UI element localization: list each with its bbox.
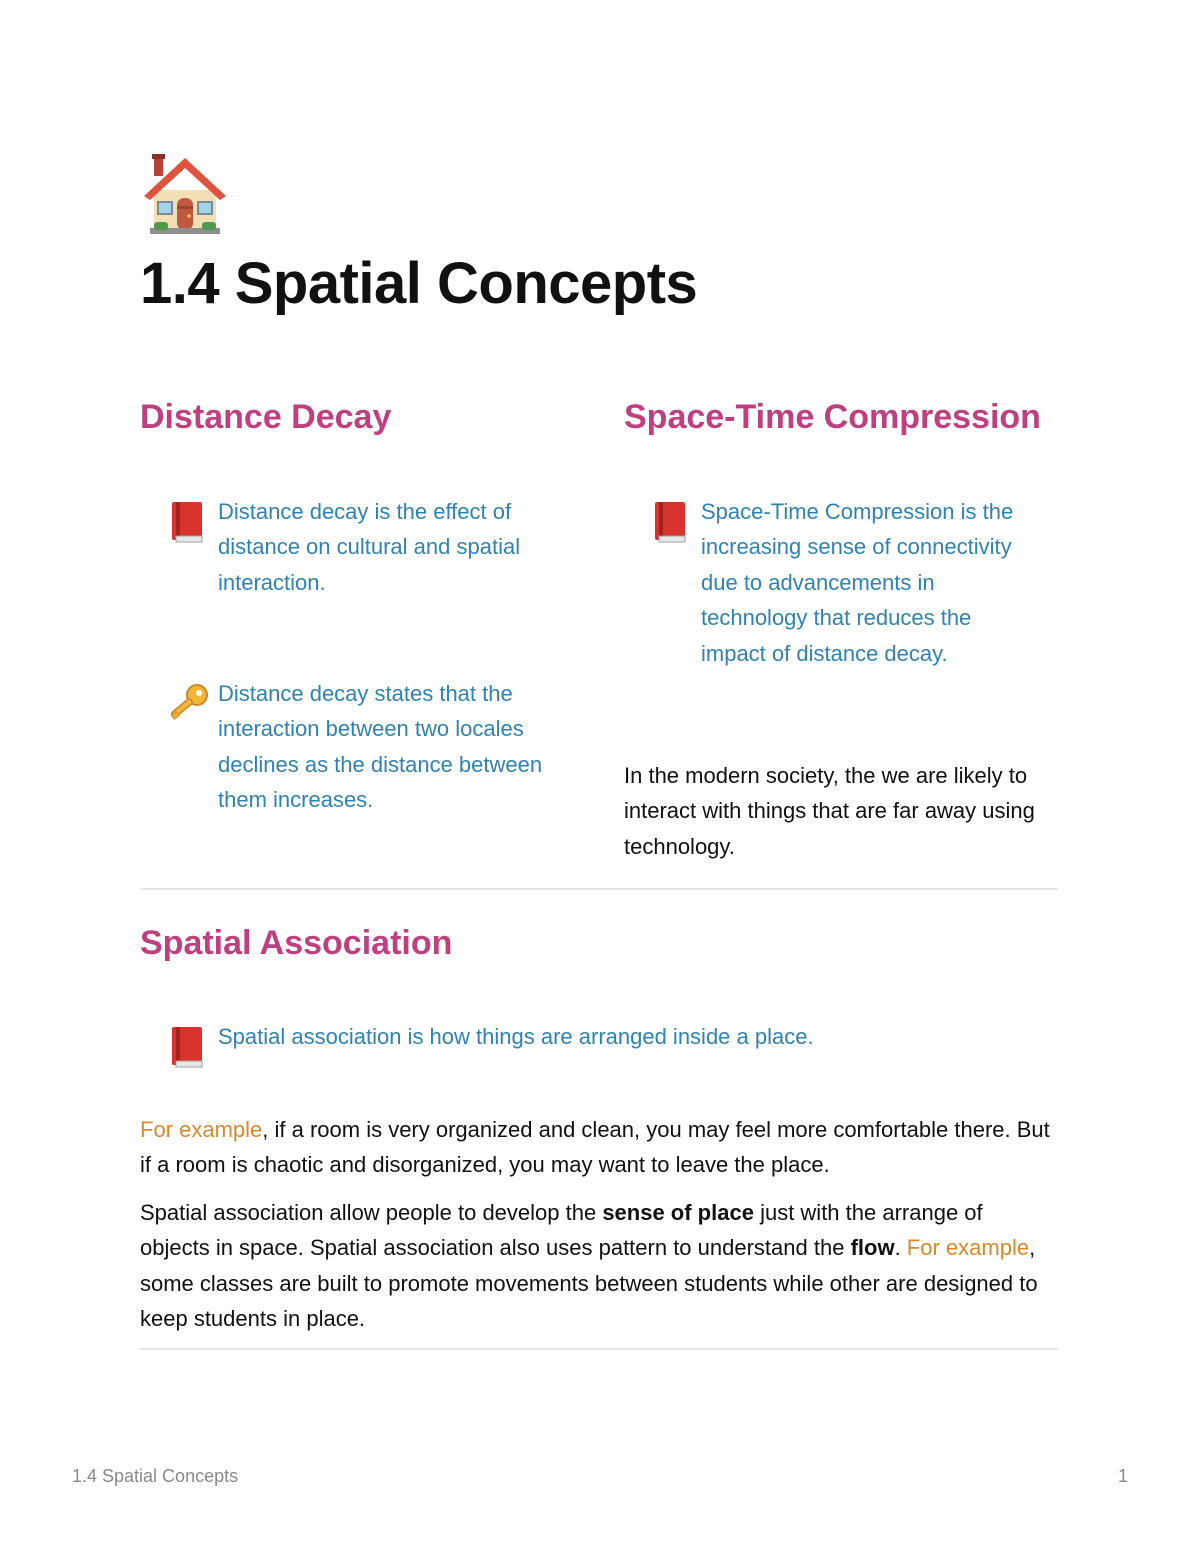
spatial-association-example-paragraph xyxy=(140,1112,1050,1183)
flow-bold: flow xyxy=(850,1235,895,1261)
space-time-section xyxy=(624,398,1064,437)
red-book-icon xyxy=(168,1019,218,1063)
space-time-definition: Space-Time Compression is the increasing sense of connectivity due to advancements in technology that reduces the impact of distance decay. xyxy=(701,499,1014,666)
paragraph-text: , some classes are built to promote movements between students while other are designed to keep students in place. xyxy=(140,1235,1038,1332)
divider xyxy=(140,1348,1058,1350)
footer-title: 1.4 Spatial Concepts xyxy=(72,1466,239,1486)
divider xyxy=(140,888,1058,890)
distance-decay-heading: Distance Decay xyxy=(140,398,392,436)
space-time-heading: Space-Time Compression xyxy=(624,398,1041,436)
spatial-association-definition: Spatial association is how things are arranged inside a place. xyxy=(218,1024,814,1049)
paragraph-text: , if a room is very organized and clean, you may feel more comfortable there. But if a room is chaotic and disorganized, you may want to leave the place. xyxy=(140,1117,1050,1178)
page-number: 1 xyxy=(1117,1466,1128,1486)
paragraph-text: . xyxy=(894,1235,907,1261)
key-icon xyxy=(168,676,218,720)
spatial-association-callout xyxy=(168,1019,1068,1063)
space-time-callout xyxy=(651,494,1021,671)
spatial-association-heading: Spatial Association xyxy=(140,924,453,962)
space-time-paragraph: In the modern society, the we are likely to interact with things that are far away using technology. xyxy=(624,763,1035,859)
spatial-association-paragraph xyxy=(140,1195,1055,1337)
for-example-highlight: For example xyxy=(140,1117,263,1142)
red-book-icon xyxy=(651,494,701,538)
distance-decay-statement: Distance decay states that the interaction between two locales declines as the distance between them increases. xyxy=(218,681,543,813)
distance-decay-section xyxy=(140,398,580,437)
distance-decay-callout xyxy=(168,494,568,600)
house-icon xyxy=(140,150,230,240)
sense-of-place-bold: sense of place xyxy=(602,1200,754,1225)
distance-decay-definition: Distance decay is the effect of distance on cultural and spatial interaction. xyxy=(218,499,521,595)
paragraph-text: Spatial association allow people to develop the xyxy=(140,1200,603,1225)
page-title: 1.4 Spatial Concepts xyxy=(140,251,698,316)
distance-decay-key-callout xyxy=(168,676,568,818)
red-book-icon xyxy=(168,494,218,538)
paragraph-text: just with the arrange of objects in space. Spatial association also uses pattern to understand the xyxy=(140,1200,983,1261)
for-example-highlight: For example xyxy=(906,1235,1030,1261)
